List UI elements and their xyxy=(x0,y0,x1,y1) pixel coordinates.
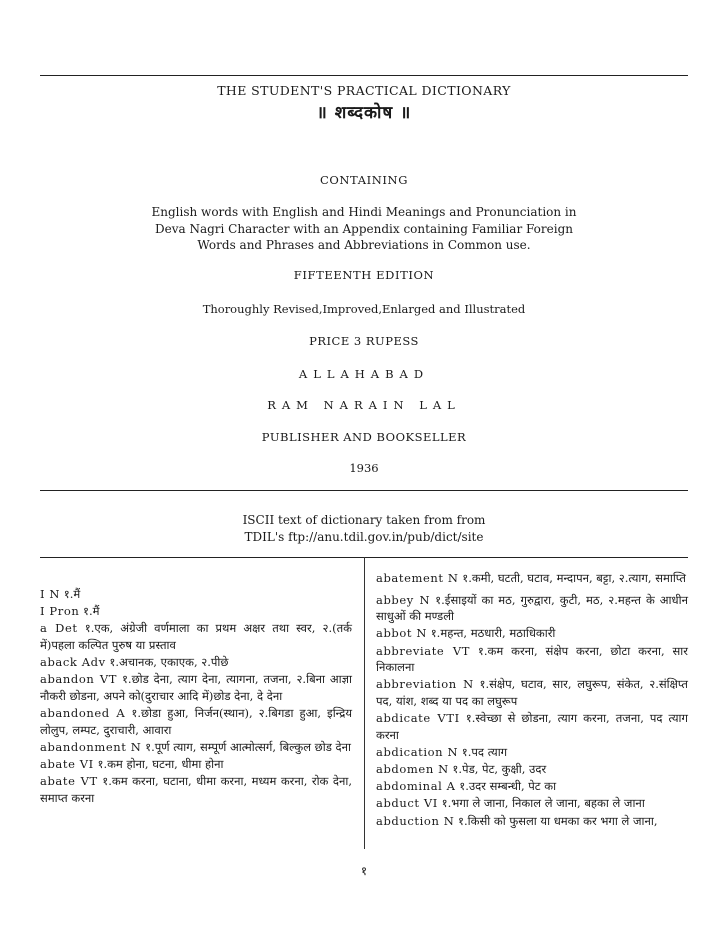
entry-headword: abbot N xyxy=(376,626,428,641)
entry-headword: I N xyxy=(40,587,61,601)
entry-headword: a Det xyxy=(40,621,78,636)
edition-label: FIFTEENTH EDITION xyxy=(293,268,435,282)
entry-definition: १.ईसाइयों का मठ, गुरुद्वारा, कुटी, मठ, २.महन्त के आधीन साधुओं की मण्डली xyxy=(376,592,688,624)
publication-year: 1936 xyxy=(349,461,379,475)
entry-headword: abbey N xyxy=(376,592,431,607)
dictionary-entry xyxy=(376,592,688,625)
revised-label: Thoroughly Revised,Improved,Enlarged and Illustrated xyxy=(202,302,526,316)
entry-headword: abandoned A xyxy=(40,706,126,721)
dictionary-entry xyxy=(376,625,688,642)
entry-definition: १.स्वेच्छा से छोडना, त्याग करना, तजना, पद त्याग करना xyxy=(376,711,689,742)
middle-rule xyxy=(40,490,688,491)
entry-definition: १.भगा ले जाना, निकाल ले जाना, बहका ले जाना xyxy=(441,796,645,811)
entry-definition: १.अचानक, एकाएक, २.पीछे xyxy=(109,655,229,670)
price-label: PRICE 3 RUPESS xyxy=(309,334,419,348)
entry-headword: I Pron xyxy=(40,604,80,619)
source-line-2: TDIL's ftp://anu.tdil.gov.in/pub/dict/site xyxy=(244,530,484,544)
dictionary-entry xyxy=(376,710,688,743)
book-title: THE STUDENT'S PRACTICAL DICTIONARY xyxy=(217,83,511,98)
entry-definition: १.छोडा हुआ, निर्जन(स्थान), २.बिगडा हुआ, इन्द्रिय लोलुप, लम्पट, दुराचारी, आवारा xyxy=(40,706,352,737)
dictionary-entry xyxy=(376,795,688,812)
dictionary-entry xyxy=(40,705,352,738)
entry-headword: abandon VT xyxy=(40,672,118,687)
source-note xyxy=(40,512,688,546)
dictionary-entry xyxy=(376,570,688,587)
entry-definition: १.संक्षेप, घटाव, सार, लघुरूप, संकेत, २.संक्षिप्त पद, यांश, शब्द या पद का लघुरूप xyxy=(376,677,688,708)
entry-headword: abandonment N xyxy=(40,739,142,754)
dictionary-entry xyxy=(376,761,688,778)
dictionary-entry xyxy=(376,676,688,709)
dictionary-entry xyxy=(40,756,352,773)
entry-definition: १.कमी, घटती, घटाव, मन्दापन, बट्टा, २.त्याग, समाप्ति xyxy=(462,571,686,585)
entry-headword: abbreviate VT xyxy=(376,643,470,658)
entry-headword: abbreviation N xyxy=(376,677,474,692)
dictionary-entry xyxy=(40,671,352,704)
entry-definition: १.पूर्ण त्याग, सम्पूर्ण आत्मोत्सर्ग, बिल्कुल छोड देना xyxy=(145,739,351,754)
dictionary-entry xyxy=(40,620,352,653)
dictionary-entry xyxy=(40,739,352,756)
top-rule xyxy=(40,75,688,76)
dictionary-entry xyxy=(376,744,688,761)
book-description: English words with English and Hindi Meanings and Pronunciation in Deva Nagri Character with an Appendix containing Familiar Foreign Words and Phrases and Abbreviations in Common use. xyxy=(151,205,577,252)
dictionary-entry xyxy=(40,586,352,603)
entry-definition: १.कम करना, संक्षेप करना, छोटा करना, सार निकालना xyxy=(376,643,688,675)
entry-definition: १.मैं xyxy=(63,587,81,601)
entry-headword: abdomen N xyxy=(376,762,449,777)
dictionary-entry xyxy=(376,778,688,795)
entry-headword: abatement N xyxy=(376,571,459,585)
city-label: ALLAHABAD xyxy=(298,367,430,381)
entry-headword: abdicate VTI xyxy=(376,711,460,726)
column-separator xyxy=(364,557,365,849)
entry-definition: १.किसी को फुसला या धमका कर भगा ले जाना, xyxy=(458,813,658,828)
entry-definition: १.पद त्याग xyxy=(461,744,508,759)
dictionary-entry xyxy=(40,654,352,671)
entry-headword: abate VI xyxy=(40,757,94,772)
entry-headword: abduction N xyxy=(376,813,455,828)
entry-definition: १.कम होना, घटना, धीमा होना xyxy=(97,757,224,772)
entry-definition: १.एक, अंग्रेजी वर्णमाला का प्रथम अक्षर तथा स्वर, २.(तर्क में)पहला कल्पित पुरुष या प्रस्ताव xyxy=(40,621,353,652)
dictionary-entry xyxy=(376,813,688,830)
entry-definition: १.पेड, पेट, कुक्षी, उदर xyxy=(452,762,547,777)
entry-headword: abdication N xyxy=(376,744,459,759)
source-line-1: ISCII text of dictionary taken from from xyxy=(242,513,486,527)
containing-label: CONTAINING xyxy=(319,173,409,187)
entry-headword: abdominal A xyxy=(376,779,456,794)
dictionary-entry xyxy=(40,603,352,620)
left-column xyxy=(40,570,352,807)
right-column xyxy=(376,570,688,830)
entry-headword: abate VT xyxy=(40,774,98,789)
entry-definition: १.मैं xyxy=(83,604,100,619)
page-number: १ xyxy=(360,864,368,878)
entry-definition: १.महन्त, मठधारी, मठाधिकारी xyxy=(430,626,556,641)
entry-definition: १.छोड देना, त्याग देना, त्यागना, तजना, २.बिना आज्ञा नौकरी छोडना, अपने को(दुराचार आदि में)छोड देना, दे देना xyxy=(40,672,352,703)
dictionary-entry xyxy=(40,773,352,806)
entry-headword: abduct VI xyxy=(376,796,438,811)
entry-headword: aback Adv xyxy=(40,655,106,670)
hindi-title: ॥ शब्दकोष ॥ xyxy=(316,103,412,123)
entry-definition: १.उदर सम्बन्धी, पेट का xyxy=(459,779,557,794)
publisher-role: PUBLISHER AND BOOKSELLER xyxy=(261,430,467,444)
publisher-name: RAM NARAIN LAL xyxy=(267,398,461,412)
dictionary-entry xyxy=(376,643,688,676)
entry-definition: १.कम करना, घटाना, धीमा करना, मध्यम करना, रोक देना, समाप्त करना xyxy=(40,774,352,805)
